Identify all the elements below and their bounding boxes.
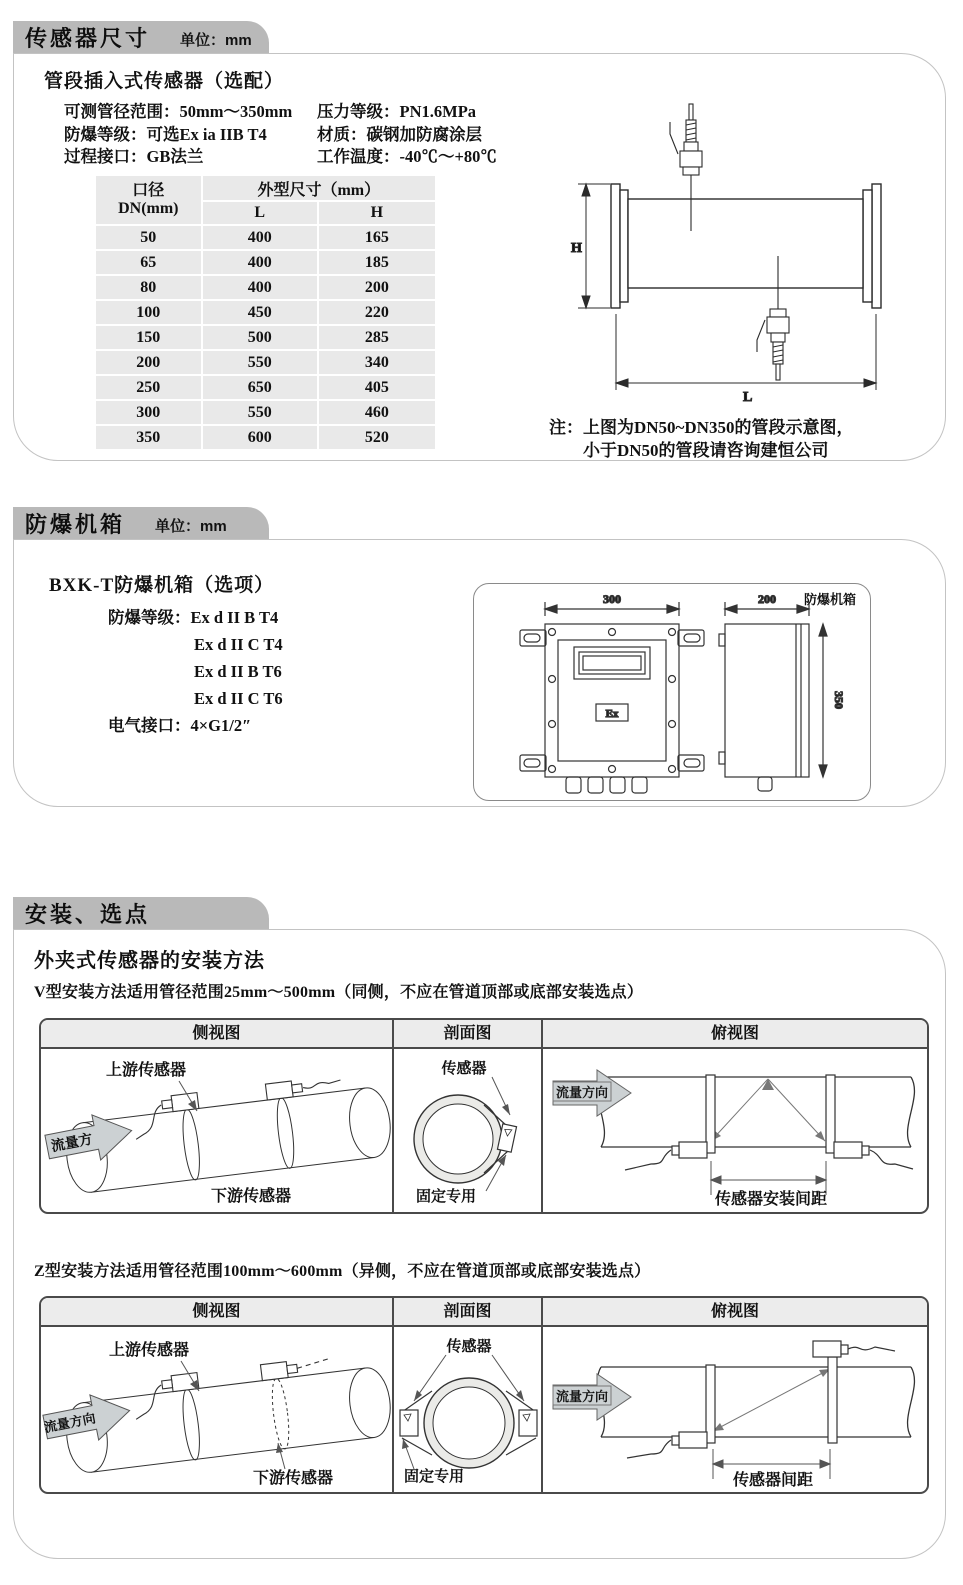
upstream-clamp — [627, 1365, 715, 1458]
grade-block — [108, 604, 283, 739]
v-table-header — [41, 1020, 927, 1049]
sensor-size-panel — [13, 53, 946, 461]
grade-line — [108, 604, 283, 631]
ex-mark: Ex — [605, 708, 619, 720]
dim-depth-label: 200 — [758, 592, 776, 606]
grade-label: 防爆等级： — [108, 608, 191, 627]
dim-height-label: 350 — [832, 691, 846, 709]
install-panel — [13, 929, 946, 1559]
table-row: 150 500 285 — [95, 325, 436, 350]
z-method-table — [39, 1296, 929, 1494]
table-row: 100 450 220 — [95, 300, 436, 325]
unit-label: 单位：mm — [180, 32, 252, 49]
v-side-view-drawing — [41, 1049, 394, 1207]
flow-label: 流量方向 — [555, 1389, 609, 1404]
grade-line: Ex d II C T6 — [194, 689, 283, 708]
v-side-view-cell — [41, 1049, 394, 1212]
col-header-outline: 外型尺寸（mm） — [202, 175, 436, 201]
spec-line: 防爆等级：可选Ex ia IIB T4 — [64, 124, 267, 144]
dim-h-label: H — [571, 241, 582, 256]
table-row: 250 650 405 — [95, 375, 436, 400]
spec-column-left — [64, 101, 292, 169]
flow-arrow — [553, 1374, 631, 1420]
z-method-desc: Z型安装方法适用管径范围100mm～600mm（异侧，不应在管道顶部或底部安装选点） — [34, 1263, 651, 1280]
pipe-sensor-subtitle: 管段插入式传感器（选配） — [44, 71, 285, 92]
downstream-clamp-far-side — [813, 1341, 895, 1443]
enclosure-side-view — [719, 592, 846, 791]
grade-line: Ex d II C T4 — [194, 635, 283, 654]
z-top-view-drawing — [543, 1327, 927, 1487]
header-side-view: 侧视图 — [41, 1020, 394, 1047]
header-section-view: 剖面图 — [394, 1298, 543, 1325]
grade-value: Ex d II B T4 — [190, 608, 279, 627]
note-line1: 注：上图为DN50~DN350的管段示意图， — [549, 418, 854, 437]
pipe — [598, 1077, 915, 1147]
downstream-label: 下游传感器 — [252, 1470, 334, 1487]
grade-line: Ex d II B T6 — [194, 662, 282, 681]
pipe-body — [611, 184, 881, 308]
dn-line2: DN(mm) — [118, 200, 179, 217]
spacing-dimension — [711, 1161, 826, 1195]
fixing-label: 固定专用 — [415, 1189, 477, 1205]
dimension-l — [616, 314, 876, 405]
note — [549, 416, 853, 462]
sensor-label: 传感器 — [441, 1061, 487, 1077]
spec-line: 过程接口：GB法兰 — [64, 147, 204, 166]
enclosure-panel — [13, 539, 946, 807]
bxk-subtitle: BXK-T防爆机箱（选项） — [49, 575, 275, 596]
header-side-view: 侧视图 — [41, 1298, 394, 1325]
spec-line: 压力等级：PN1.6MPa — [317, 102, 477, 121]
downstream-clamp — [826, 1075, 913, 1169]
table-row: 200 550 340 — [95, 350, 436, 375]
table-row: 80 400 200 — [95, 275, 436, 300]
v-top-view-drawing — [543, 1049, 927, 1207]
v-table-body — [41, 1049, 927, 1212]
electrical-line: 电气接口：4×G1/2″ — [108, 716, 252, 735]
v-top-view-cell — [543, 1049, 927, 1212]
col-header-l: L — [202, 201, 318, 225]
spec-line: 材质：碳钢加防腐涂层 — [317, 124, 482, 144]
section-title: 防爆机箱 — [25, 512, 126, 537]
downstream-label: 下游传感器 — [210, 1188, 292, 1205]
header-top-view: 俯视图 — [710, 1303, 759, 1320]
dimension-table — [94, 174, 437, 451]
table-row: 65 400 185 — [95, 250, 436, 275]
enclosure-front-view — [520, 592, 704, 793]
upstream-label: 上游传感器 — [105, 1062, 187, 1079]
flow-label: 流量方向 — [42, 1410, 97, 1436]
unit-label: 单位：mm — [155, 518, 227, 535]
section-title: 传感器尺寸 — [25, 26, 151, 51]
sensor-label: 传感器 — [446, 1339, 492, 1355]
flow-label: 流量方向 — [555, 1085, 609, 1100]
dn-line1: 口径 — [132, 181, 165, 199]
enclosure-drawing-box — [473, 583, 871, 801]
section-tab-enclosure — [13, 507, 269, 539]
z-top-view-cell — [543, 1327, 927, 1492]
v-method-desc: V型安装方法适用管径范围25mm～500mm（同侧，不应在管道顶部或底部安装选点） — [34, 984, 644, 1001]
fixing-label: 固定专用 — [403, 1469, 465, 1485]
pipe-section-drawing — [566, 96, 896, 406]
table-row: 300 550 460 — [95, 400, 436, 425]
z-section-view-drawing — [394, 1327, 543, 1487]
spacing-label: 传感器间距 — [732, 1472, 814, 1487]
note-line2: 小于DN50的管段请咨询建恒公司 — [583, 441, 829, 460]
section-title: 安装、选点 — [25, 902, 151, 927]
clampon-subtitle: 外夹式传感器的安装方法 — [34, 950, 265, 972]
z-table-header — [41, 1298, 927, 1327]
col-header-h: H — [318, 201, 436, 225]
col-header-dn — [95, 175, 202, 225]
dimension-h — [571, 184, 610, 308]
bolt-circles — [549, 629, 676, 773]
spacing-label: 传感器安装间距 — [714, 1191, 828, 1207]
section-tab-sensor-size — [13, 21, 269, 53]
upstream-clamp — [625, 1075, 715, 1170]
table-row: 350 600 520 — [95, 425, 436, 450]
z-side-view-drawing — [41, 1327, 394, 1487]
header-section-view: 剖面图 — [394, 1020, 543, 1047]
z-table-body — [41, 1327, 927, 1492]
enclosure-drawing-label: 防爆机箱 — [803, 592, 856, 607]
spec-column-right — [317, 101, 497, 169]
v-section-view-drawing — [394, 1049, 543, 1207]
flow-label: 流量方 — [49, 1132, 95, 1156]
table-row: 50 400 165 — [95, 225, 436, 250]
header-top-view: 俯视图 — [710, 1025, 759, 1042]
z-section-view-cell — [394, 1327, 543, 1492]
pipe — [598, 1367, 915, 1437]
dim-l-label: L — [743, 390, 753, 405]
z-side-view-cell — [41, 1327, 394, 1492]
v-section-view-cell — [394, 1049, 543, 1212]
v-method-table — [39, 1018, 929, 1214]
upstream-label: 上游传感器 — [108, 1342, 190, 1359]
enclosure-drawing — [474, 584, 870, 800]
section-tab-install — [13, 897, 269, 929]
dim-width-label: 300 — [603, 592, 621, 606]
spec-line: 可测管径范围：50mm～350mm — [64, 102, 293, 121]
spec-line: 工作温度：-40℃～+80℃ — [317, 147, 497, 166]
